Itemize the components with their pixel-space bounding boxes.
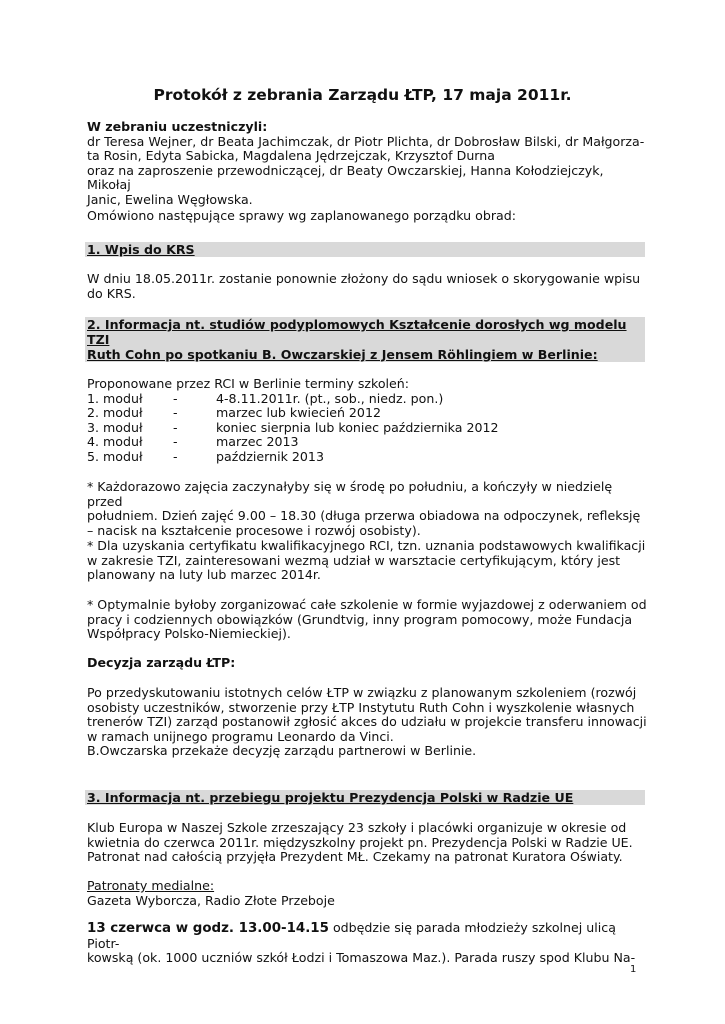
attendees-line: oraz na zaproszenie przewodniczącej, dr Beaty Owczarskiej, Hanna Kołodziejczyk, Mikołaj (87, 162, 604, 193)
module-row (87, 435, 647, 450)
parade-text: odbędzie się parada młodzieży szkolnej ulicą Piotr- (87, 920, 616, 951)
note-line: Współpracy Polsko-Niemieckiej). (87, 626, 291, 642)
module-date: 4-8.11.2011r. (pt., sob., niedz. pon.) (216, 390, 444, 406)
club-line: Klub Europa w Naszej Szkole zrzeszający 23 szkoły i placówki organizuje w okresie od (87, 820, 627, 835)
module-date: koniec sierpnia lub koniec października 2012 (216, 419, 499, 435)
attendees-block (87, 120, 647, 208)
section-3-heading-text: 3. Informacja nt. przebiegu projektu Prezydencja Polski w Radzie UE (87, 790, 574, 805)
club-line: Patronat nad całością przyjęła Prezydent MŁ. Czekamy na patronat Kuratora Oświaty. (87, 849, 623, 865)
section-2-heading-line: Ruth Cohn po spotkaniu B. Owczarskiej z Jensem Röhlingiem w Berlinie: (87, 347, 598, 362)
module-dash: - (173, 419, 178, 435)
module-date: marzec lub kwiecień 2012 (216, 405, 381, 421)
club-line: kwietnia do czerwca 2011r. międzyszkolny projekt pn. Prezydencja Polski w Radzie UE. (87, 834, 633, 850)
decision-line: trenerów TZI) zarząd postanowił zgłosić akces do udziału w projekcie transferu innowacji (87, 714, 647, 730)
section-1-body (87, 272, 647, 301)
module-dash: - (173, 390, 178, 406)
modules-block (87, 377, 647, 465)
note-3 (87, 598, 647, 642)
decision-line: Po przedyskutowaniu istotnych celów ŁTP w związku z planowanym szkoleniem (rozwój (87, 685, 637, 700)
module-row (87, 392, 647, 407)
patronage-list: Gazeta Wyborcza, Radio Złote Przeboje (87, 892, 335, 908)
section-2-heading-line: 2. Informacja nt. studiów podyplomowych Kształcenie dorosłych wg modelu TZI (87, 317, 627, 347)
section-1-line: W dniu 18.05.2011r. zostanie ponownie złożony do sądu wniosek o skorygowanie wpisu (87, 271, 641, 286)
decision-heading (87, 656, 647, 671)
parade-line: kowską (ok. 1000 uczniów szkół Łodzi i Tomaszowa Maz.). Parada ruszy spod Klubu Na- (87, 950, 636, 966)
attendees-line: dr Teresa Wejner, dr Beata Jachimczak, dr Piotr Plichta, dr Dobrosław Bilski, dr Małgorza- (87, 133, 645, 149)
section-1-heading-text: 1. Wpis do KRS (87, 242, 195, 257)
patronage-label: Patronaty medialne: (87, 878, 215, 893)
note-line: * Dla uzyskania certyfikatu kwalifikacyjnego RCI, tzn. uznania podstawowych kwalifikacji (87, 538, 646, 553)
parade-date: 13 czerwca w godz. 13.00-14.15 (87, 921, 329, 936)
module-dash: - (173, 448, 178, 464)
intro-text: Omówiono następujące sprawy wg zaplanowanego porządku obrad: (87, 208, 516, 223)
patronage-block (87, 879, 647, 908)
attendees-heading: W zebraniu uczestniczyli: (87, 119, 268, 134)
decision-body (87, 686, 647, 759)
note-line: * Optymalnie byłoby zorganizować całe szkolenie w formie wyjazdowej z oderwaniem od (87, 597, 647, 612)
section-3-club (87, 821, 647, 865)
attendees-line: ta Rosin, Edyta Sabicka, Magdalena Jędrzejczak, Krzysztof Durna (87, 148, 495, 164)
module-name: 4. moduł (87, 434, 143, 450)
module-name: 1. moduł (87, 390, 143, 406)
note-line: południem. Dzień zajęć 9.00 – 18.30 (długa przerwa obiadowa na odpoczynek, refleksję (87, 508, 641, 524)
intro-paragraph (87, 209, 647, 224)
module-dash: - (173, 405, 178, 421)
module-name: 3. moduł (87, 419, 143, 435)
decision-line: B.Owczarska przekaże decyzję zarządu partnerowi w Berlinie. (87, 743, 477, 759)
note-line: – nacisk na kształcenie procesowe i rozwój osobisty). (87, 522, 421, 538)
module-row (87, 421, 647, 436)
parade-block (87, 921, 647, 966)
proposal-text: Proponowane przez RCI w Berlinie terminy szkoleń: (87, 376, 410, 391)
section-2-heading (85, 317, 645, 362)
decision-heading-text: Decyzja zarządu ŁTP: (87, 655, 236, 670)
section-1-heading (85, 242, 645, 257)
parade-line (87, 921, 647, 951)
module-date: październik 2013 (216, 448, 324, 464)
section-1-line: do KRS. (87, 285, 136, 301)
module-row (87, 450, 647, 465)
attendees-line: Janic, Ewelina Węgłowska. (87, 191, 253, 207)
decision-line: w ramach unijnego programu Leonardo da Vinci. (87, 728, 394, 744)
page-number: 1 (630, 964, 637, 975)
note-line: * Każdorazowo zajęcia zaczynałyby się w środę po południu, a kończyły w niedzielę przed (87, 479, 613, 509)
module-dash: - (173, 434, 178, 450)
module-row (87, 406, 647, 421)
note-1 (87, 480, 647, 538)
module-date: marzec 2013 (216, 434, 299, 450)
module-name: 5. moduł (87, 448, 143, 464)
decision-line: osobisty uczestników, stworzenie przy ŁTP Instytutu Ruth Cohn i wyszkolenie własnych (87, 699, 635, 715)
module-name: 2. moduł (87, 405, 143, 421)
note-line: w zakresie TZI, zainteresowani wezmą udział w warsztacie certyfikującym, który jest (87, 552, 621, 568)
note-line: pracy i codziennych obowiązków (Grundtvig, inny program pomocowy, może Fundacja (87, 611, 633, 627)
document-title: Protokół z zebrania Zarządu ŁTP, 17 maja 2011r. (153, 86, 572, 104)
note-line: planowany na luty lub marzec 2014r. (87, 567, 321, 583)
section-3-heading (85, 790, 645, 805)
note-2 (87, 539, 647, 583)
